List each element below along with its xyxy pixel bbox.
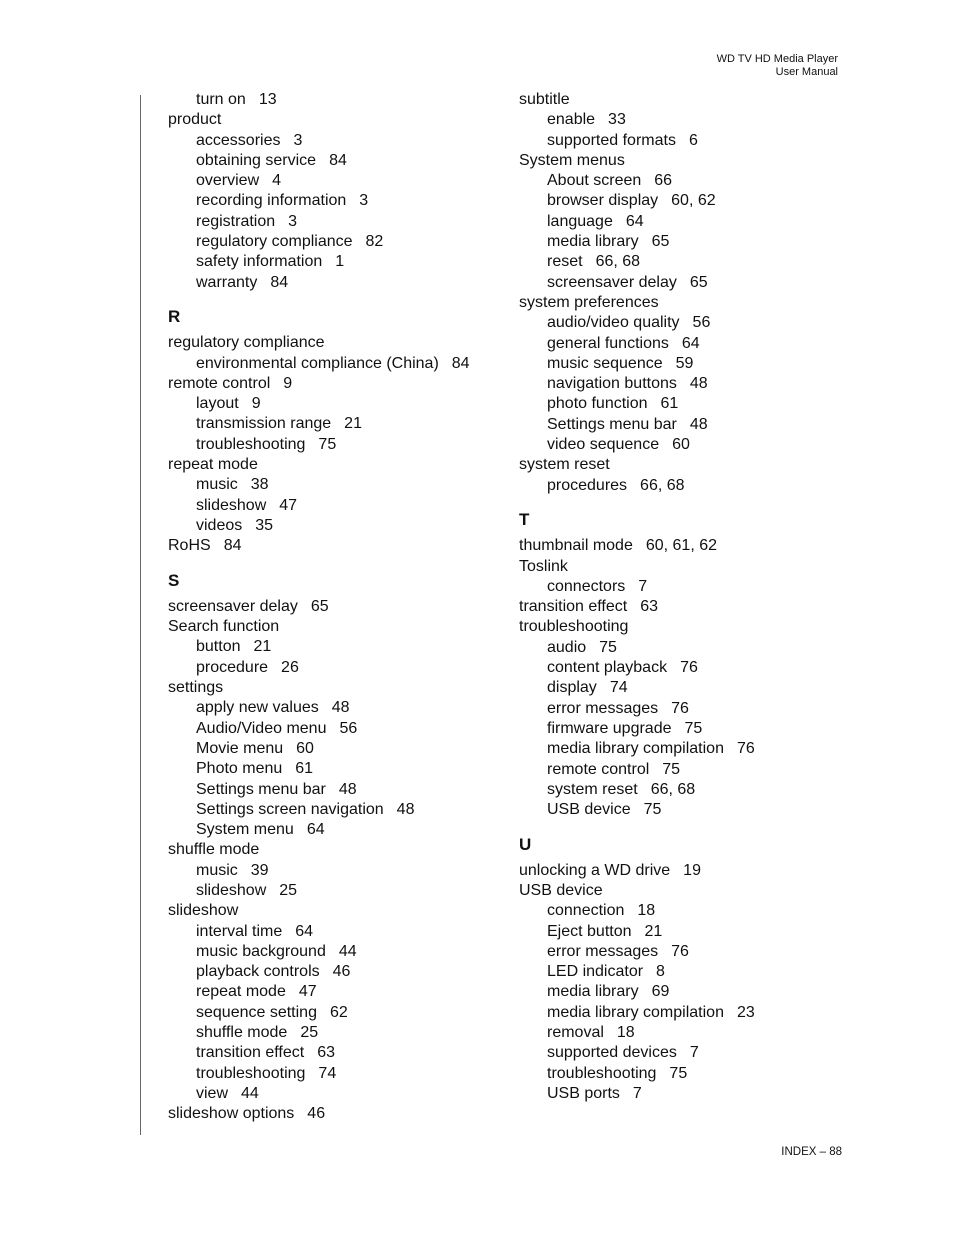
index-column-right (519, 90, 849, 1104)
index-entry (519, 881, 849, 901)
index-subentry (168, 1043, 498, 1063)
index-term: Settings menu bar (547, 415, 677, 433)
index-page-ref: 75 (643, 801, 662, 819)
index-subentry (168, 698, 498, 718)
index-page-ref: 44 (241, 1084, 259, 1102)
index-subentry (519, 739, 849, 759)
index-term: shuffle mode (168, 841, 260, 859)
index-term: product (168, 111, 222, 129)
index-page-ref: 60 (296, 739, 314, 757)
index-term: repeat mode (196, 983, 286, 1001)
index-page-ref: 64 (625, 212, 644, 230)
index-subentry (168, 252, 498, 272)
index-page-ref: 63 (317, 1044, 336, 1062)
index-section-letter: S (168, 570, 180, 590)
index-term: apply new values (196, 699, 319, 717)
index-term: system reset (519, 456, 610, 474)
index-entry (168, 617, 498, 637)
index-entry (519, 455, 849, 475)
index-page-ref: 3 (293, 131, 303, 149)
index-term: media library (547, 233, 639, 251)
index-page-ref: 66, 68 (595, 253, 641, 271)
index-page-ref: 66 (654, 172, 673, 190)
index-page-ref: 61 (295, 760, 314, 778)
index-term: shuffle mode (196, 1024, 288, 1042)
index-term: supported devices (547, 1044, 677, 1062)
index-term: interval time (196, 922, 283, 940)
index-term: Eject button (547, 922, 632, 940)
index-page-ref: 1 (335, 253, 345, 271)
index-subentry (168, 131, 498, 151)
index-term: Toslink (519, 557, 568, 575)
index-page-ref: 76 (680, 659, 698, 677)
index-page-ref: 9 (251, 395, 261, 413)
index-term: troubleshooting (547, 1064, 657, 1082)
index-subentry (168, 962, 498, 982)
running-header (717, 53, 838, 79)
index-subentry (519, 334, 849, 354)
index-entry (519, 597, 849, 617)
index-entry (168, 455, 498, 475)
index-term: USB ports (547, 1084, 620, 1102)
index-term: error messages (547, 699, 659, 717)
index-term: photo function (547, 395, 648, 413)
index-page-ref: 65 (651, 233, 670, 251)
index-term: video sequence (547, 436, 660, 454)
index-term: audio/video quality (547, 314, 680, 332)
index-term: USB device (519, 881, 603, 899)
index-subentry (168, 354, 498, 374)
index-term: media library (547, 983, 639, 1001)
index-subentry (519, 212, 849, 232)
index-subentry (168, 475, 498, 495)
index-section-letter: T (519, 510, 530, 530)
index-page-ref: 7 (632, 1084, 642, 1102)
index-term: settings (168, 679, 224, 697)
index-subentry (519, 110, 849, 130)
index-subentry (519, 577, 849, 597)
index-term: slideshow (168, 902, 239, 920)
index-term: enable (547, 111, 596, 129)
index-page-ref: 63 (640, 598, 659, 616)
index-subentry (519, 699, 849, 719)
index-subentry (519, 922, 849, 942)
index-page-ref: 8 (656, 963, 665, 981)
index-page-ref: 46 (332, 963, 351, 981)
index-page-ref: 44 (338, 942, 357, 960)
index-page-ref: 47 (298, 983, 317, 1001)
index-page-ref: 47 (279, 496, 298, 514)
index-term: LED indicator (547, 963, 644, 981)
index-entry (519, 90, 849, 110)
index-subentry (168, 414, 498, 434)
index-term: transmission range (196, 415, 332, 433)
index-page-ref: 75 (669, 1064, 688, 1082)
index-term: troubleshooting (196, 1064, 306, 1082)
index-subentry (519, 901, 849, 921)
index-term: slideshow (196, 496, 267, 514)
index-term: accessories (196, 131, 281, 149)
index-subentry (519, 1084, 849, 1104)
index-subentry (519, 435, 849, 455)
index-term: regulatory compliance (196, 233, 353, 251)
index-term: videos (196, 516, 243, 534)
index-term: removal (547, 1024, 604, 1042)
index-subentry (168, 800, 498, 820)
index-term: transition effect (196, 1044, 305, 1062)
index-term: screensaver delay (547, 273, 677, 291)
index-page-ref: 39 (250, 861, 269, 879)
index-subentry (168, 171, 498, 191)
index-term: slideshow options (168, 1105, 295, 1123)
index-term: registration (196, 212, 276, 230)
index-subentry (519, 374, 849, 394)
index-entry (519, 293, 849, 313)
index-entry (168, 840, 498, 860)
index-term: browser display (547, 192, 659, 210)
index-term: remote control (168, 374, 271, 392)
index-entry (168, 901, 498, 921)
index-page-ref: 74 (318, 1064, 337, 1082)
index-entry (519, 536, 849, 556)
index-term: troubleshooting (196, 435, 306, 453)
index-term: layout (196, 395, 239, 413)
index-page-ref: 56 (339, 719, 358, 737)
index-page-ref: 48 (689, 375, 708, 393)
index-subentry (168, 394, 498, 414)
index-term: turn on (196, 91, 246, 108)
index-page-ref: 65 (689, 273, 708, 291)
index-term: recording information (196, 192, 347, 210)
index-page-ref: 59 (675, 354, 694, 372)
index-subentry (168, 820, 498, 840)
index-page-ref: 33 (608, 111, 626, 129)
index-term: supported formats (547, 131, 676, 149)
index-subentry (168, 881, 498, 901)
index-term: remote control (547, 760, 650, 778)
index-page-ref: 6 (688, 131, 698, 149)
index-page-ref: 26 (281, 658, 299, 676)
index-page-ref: 64 (306, 821, 325, 839)
index-term: RoHS (168, 537, 211, 555)
index-page-ref: 4 (272, 172, 282, 190)
index-term: regulatory compliance (168, 334, 325, 352)
index-term: music (196, 476, 238, 494)
index-section-letter: R (168, 307, 181, 327)
index-subentry (168, 516, 498, 536)
index-page-ref: 18 (637, 902, 656, 920)
index-subentry (168, 191, 498, 211)
index-term: general functions (547, 334, 669, 352)
index-page-ref: 76 (671, 942, 689, 960)
index-term: About screen (547, 172, 642, 190)
index-term: repeat mode (168, 456, 258, 474)
index-subentry (168, 861, 498, 881)
index-term: procedures (547, 476, 628, 494)
index-term: system preferences (519, 293, 659, 311)
index-term: troubleshooting (519, 618, 629, 636)
index-entry (519, 861, 849, 881)
index-subentry (519, 962, 849, 982)
index-term: safety information (196, 253, 323, 271)
index-page-ref: 69 (651, 983, 670, 1001)
index-page-ref: 48 (396, 800, 415, 818)
index-page-ref: 84 (270, 273, 289, 291)
index-page-ref: 66, 68 (650, 780, 696, 798)
index-page-ref: 56 (692, 314, 711, 332)
index-subentry (168, 496, 498, 516)
index-page-ref: 21 (344, 415, 362, 433)
index-page-ref: 23 (736, 1003, 755, 1021)
index-term: overview (196, 172, 260, 190)
index-term: media library compilation (547, 1003, 724, 1021)
index-entry (168, 597, 498, 617)
index-term: playback controls (196, 963, 320, 981)
page-footer: INDEX – 88 (781, 1146, 842, 1158)
index-subentry (519, 942, 849, 962)
index-subentry (519, 678, 849, 698)
index-term: connectors (547, 577, 626, 595)
index-term: obtaining service (196, 151, 317, 169)
index-subentry (168, 273, 498, 293)
index-page-ref: 65 (310, 597, 329, 615)
index-subentry (168, 922, 498, 942)
index-section-letter: U (519, 834, 532, 854)
index-page-ref: 13 (258, 91, 277, 108)
index-page-ref: 76 (736, 740, 755, 758)
index-page-ref: 82 (365, 233, 384, 251)
index-page-ref: 21 (253, 638, 272, 656)
index-subentry (168, 212, 498, 232)
index-subentry (519, 1023, 849, 1043)
index-subentry (519, 800, 849, 820)
index-page-ref: 35 (255, 516, 274, 534)
index-page-ref: 25 (300, 1024, 319, 1042)
index-term: procedure (196, 658, 269, 676)
index-subentry (519, 171, 849, 191)
index-page-ref: 21 (644, 922, 663, 940)
index-page-ref: 60, 61, 62 (645, 537, 718, 555)
index-term: sequence setting (196, 1003, 317, 1021)
index-subentry (519, 780, 849, 800)
index-page-ref: 62 (329, 1003, 348, 1021)
index-page-ref: 75 (318, 435, 337, 453)
index-subentry (519, 982, 849, 1002)
index-page-ref: 7 (638, 577, 648, 595)
index-subentry (519, 131, 849, 151)
index-term: button (196, 638, 241, 656)
index-subentry (168, 435, 498, 455)
index-term: display (547, 679, 597, 697)
index-term: transition effect (519, 598, 628, 616)
index-subentry (168, 1023, 498, 1043)
index-term: slideshow (196, 881, 267, 899)
index-page-ref: 75 (684, 719, 703, 737)
index-subentry (519, 415, 849, 435)
index-subentry (168, 232, 498, 252)
index-entry (168, 678, 498, 698)
index-subentry (168, 90, 498, 110)
index-subentry (168, 637, 498, 657)
index-subentry (519, 1003, 849, 1023)
index-term: firmware upgrade (547, 719, 672, 737)
header-subtitle: User Manual (775, 66, 838, 78)
index-term: media library compilation (547, 740, 724, 758)
index-subentry (168, 151, 498, 171)
index-page-ref: 64 (681, 334, 700, 352)
index-entry (168, 374, 498, 394)
index-page-ref: 48 (689, 415, 708, 433)
index-page-ref: 66, 68 (640, 476, 685, 494)
index-page-ref: 46 (307, 1105, 326, 1123)
index-column-left (168, 90, 498, 1125)
index-term: Settings screen navigation (196, 800, 384, 818)
index-term: subtitle (519, 91, 570, 108)
index-page-ref: 19 (683, 861, 701, 879)
index-term: System menu (196, 821, 294, 839)
index-page-ref: 75 (599, 638, 617, 656)
index-term: unlocking a WD drive (519, 861, 671, 879)
index-term: Settings menu bar (196, 780, 326, 798)
index-term: music (196, 861, 238, 879)
index-subentry (168, 759, 498, 779)
index-entry (519, 151, 849, 171)
index-page-ref: 3 (359, 192, 369, 210)
index-term: Movie menu (196, 739, 284, 757)
index-entry (519, 617, 849, 637)
index-term: error messages (547, 942, 659, 960)
index-term: Search function (168, 618, 280, 636)
index-term: Photo menu (196, 760, 283, 778)
index-subentry (519, 252, 849, 272)
index-page-ref: 60, 62 (671, 192, 716, 210)
index-subentry (519, 354, 849, 374)
index-subentry (519, 719, 849, 739)
index-entry (168, 1104, 498, 1124)
index-page-ref: 61 (660, 395, 679, 413)
index-page-ref: 25 (279, 881, 298, 899)
index-term: USB device (547, 801, 631, 819)
index-subentry (519, 658, 849, 678)
index-term: navigation buttons (547, 375, 677, 393)
index-page-ref: 84 (451, 354, 470, 372)
index-subentry (519, 476, 849, 496)
index-page-ref: 7 (689, 1044, 699, 1062)
index-subentry (168, 658, 498, 678)
index-subentry (519, 760, 849, 780)
index-page-ref: 74 (609, 679, 628, 697)
index-term: environmental compliance (China) (196, 354, 439, 372)
index-term: thumbnail mode (519, 537, 633, 555)
index-term: Audio/Video menu (196, 719, 327, 737)
index-term: view (196, 1084, 229, 1102)
index-term: music sequence (547, 354, 663, 372)
index-term: language (547, 212, 613, 230)
index-subentry (168, 1064, 498, 1084)
index-subentry (519, 638, 849, 658)
index-subentry (519, 191, 849, 211)
index-page-ref: 48 (338, 780, 357, 798)
index-entry (168, 333, 498, 353)
index-term: System menus (519, 151, 625, 169)
index-subentry (519, 273, 849, 293)
index-term: reset (547, 253, 583, 271)
index-term: music background (196, 942, 326, 960)
index-page-ref: 18 (616, 1024, 635, 1042)
index-term: connection (547, 902, 625, 920)
index-term: system reset (547, 780, 638, 798)
index-subentry (519, 313, 849, 333)
index-subentry (168, 739, 498, 759)
index-entry (168, 536, 498, 556)
header-title: WD TV HD Media Player (716, 53, 838, 65)
index-subentry (168, 942, 498, 962)
index-subentry (519, 1043, 849, 1063)
index-term: content playback (547, 659, 668, 677)
index-subentry (168, 780, 498, 800)
index-page-ref: 84 (223, 537, 242, 555)
index-entry (168, 110, 498, 130)
index-subentry (168, 982, 498, 1002)
index-term: warranty (196, 273, 258, 291)
index-entry (519, 557, 849, 577)
index-page-ref: 3 (288, 212, 298, 230)
index-subentry (168, 1084, 498, 1104)
index-page-ref: 64 (295, 922, 314, 940)
index-subentry (519, 1064, 849, 1084)
index-term: audio (547, 638, 587, 656)
index-page-ref: 48 (331, 699, 350, 717)
index-page-ref: 75 (662, 760, 681, 778)
margin-rule (140, 95, 141, 1135)
index-page-ref: 76 (671, 699, 689, 717)
index-subentry (168, 1003, 498, 1023)
index-subentry (519, 232, 849, 252)
index-subentry (519, 394, 849, 414)
index-page-ref: 84 (329, 151, 347, 169)
index-subentry (168, 719, 498, 739)
index-page-ref: 38 (250, 476, 269, 494)
index-page-ref: 60 (672, 436, 690, 454)
index-page-ref: 9 (283, 374, 293, 392)
index-term: screensaver delay (168, 597, 298, 615)
